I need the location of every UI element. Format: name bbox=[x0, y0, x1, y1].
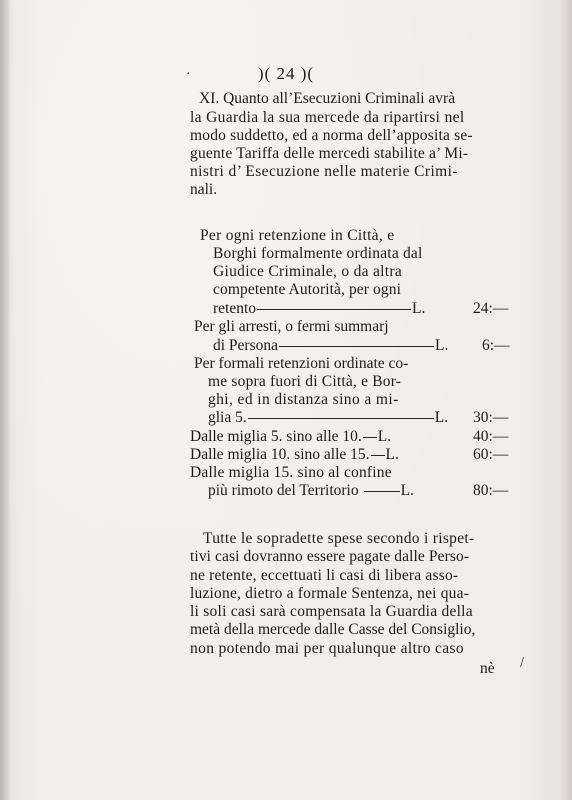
leader-dash bbox=[248, 418, 434, 419]
tariff-amount: 60:— bbox=[473, 446, 509, 463]
section-xi-line: guente Tariffa delle mercedi stabilite a’ Mi- bbox=[190, 145, 469, 162]
closing-line: Tutte le sopradette spese secondo i rispet- bbox=[203, 530, 475, 547]
tariff-leader-line bbox=[208, 482, 414, 500]
currency-label: L. bbox=[385, 446, 399, 463]
tariff-item-label: retento bbox=[213, 300, 257, 317]
tariff-item-label: glia 5. bbox=[208, 409, 247, 426]
tariff-text-line: Per formali retenzioni ordinate co- bbox=[194, 355, 409, 372]
catchword: nè bbox=[480, 660, 495, 677]
currency-label: L. bbox=[435, 337, 449, 354]
leader-dash bbox=[363, 437, 377, 438]
tariff-amount: 24:— bbox=[473, 300, 509, 317]
tariff-text-line: Per gli arresti, o fermi summarj bbox=[194, 318, 389, 335]
tariff-text-line: Per ogni retenzione in Città, e bbox=[200, 227, 395, 244]
tariff-leader-line bbox=[213, 300, 425, 318]
closing-line: non potendo mai per qualunque altro caso bbox=[190, 640, 464, 657]
tariff-amount: 40:— bbox=[473, 428, 509, 445]
closing-line: luzione, dietro a formale Sentenza, nei qua- bbox=[190, 585, 470, 602]
tariff-text-line: Dalle miglia 15. sino al confine bbox=[190, 464, 392, 481]
ink-tick-mark: / bbox=[520, 655, 525, 669]
tariff-leader-line bbox=[190, 428, 391, 446]
page-header: )( 24 )( bbox=[257, 64, 315, 83]
closing-line: ne retente, eccettuati li casi di libera asso- bbox=[190, 567, 459, 584]
tariff-text-line: Borghi formalmente ordinata dal bbox=[213, 245, 423, 262]
closing-line: li soli casi sarà compensata la Guardia della bbox=[190, 603, 473, 620]
tariff-item-label: Dalle miglia 5. sino alle 10. bbox=[190, 428, 362, 445]
page-spine-shadow bbox=[0, 0, 10, 800]
tariff-amount: 80:— bbox=[473, 482, 509, 499]
tariff-text-line: competente Autorità, per ogni bbox=[213, 281, 401, 298]
leader-dash bbox=[371, 455, 385, 456]
small-dot-mark: · bbox=[186, 66, 191, 82]
section-xi-line: modo suddetto, ed a norma dell’apposita se- bbox=[190, 127, 473, 144]
tariff-item-label: di Persona bbox=[213, 337, 279, 354]
leader-dash bbox=[364, 491, 400, 492]
section-xi-line: nali. bbox=[190, 181, 218, 198]
tariff-leader-line bbox=[213, 337, 448, 355]
tariff-item-label: Dalle miglia 10. sino alle 15. bbox=[190, 446, 370, 463]
tariff-leader-line bbox=[208, 409, 448, 427]
tariff-text-line: me sopra fuori di Città, e Bor- bbox=[208, 373, 402, 390]
currency-label: L. bbox=[434, 409, 449, 426]
tariff-text-line: Giudice Criminale, o da altra bbox=[213, 263, 403, 280]
currency-label: L. bbox=[412, 300, 426, 317]
currency-label: L. bbox=[377, 428, 392, 445]
section-xi-line: XI. Quanto all’Esecuzioni Criminali avrà bbox=[199, 90, 456, 107]
leader-dash bbox=[279, 346, 434, 347]
tariff-item-label: più rimoto del Territorio bbox=[208, 482, 359, 499]
currency-label: L. bbox=[400, 482, 414, 499]
tariff-amount: 6:— bbox=[482, 337, 510, 354]
section-xi-line: la Guardia la sua mercede da ripartirsi nel bbox=[190, 109, 465, 126]
leader-dash bbox=[257, 309, 411, 310]
tariff-leader-line bbox=[190, 446, 399, 464]
section-xi-line: nistri d’ Esecuzione nelle materie Crimi- bbox=[190, 163, 458, 180]
tariff-amount: 30:— bbox=[473, 409, 509, 426]
tariff-text-line: ghi, ed in distanza sino a mi- bbox=[208, 391, 399, 408]
closing-line: tivi casi dovranno essere pagate dalle Perso- bbox=[190, 548, 470, 565]
closing-line: metà della mercede dalle Casse del Consiglio, bbox=[190, 621, 476, 638]
